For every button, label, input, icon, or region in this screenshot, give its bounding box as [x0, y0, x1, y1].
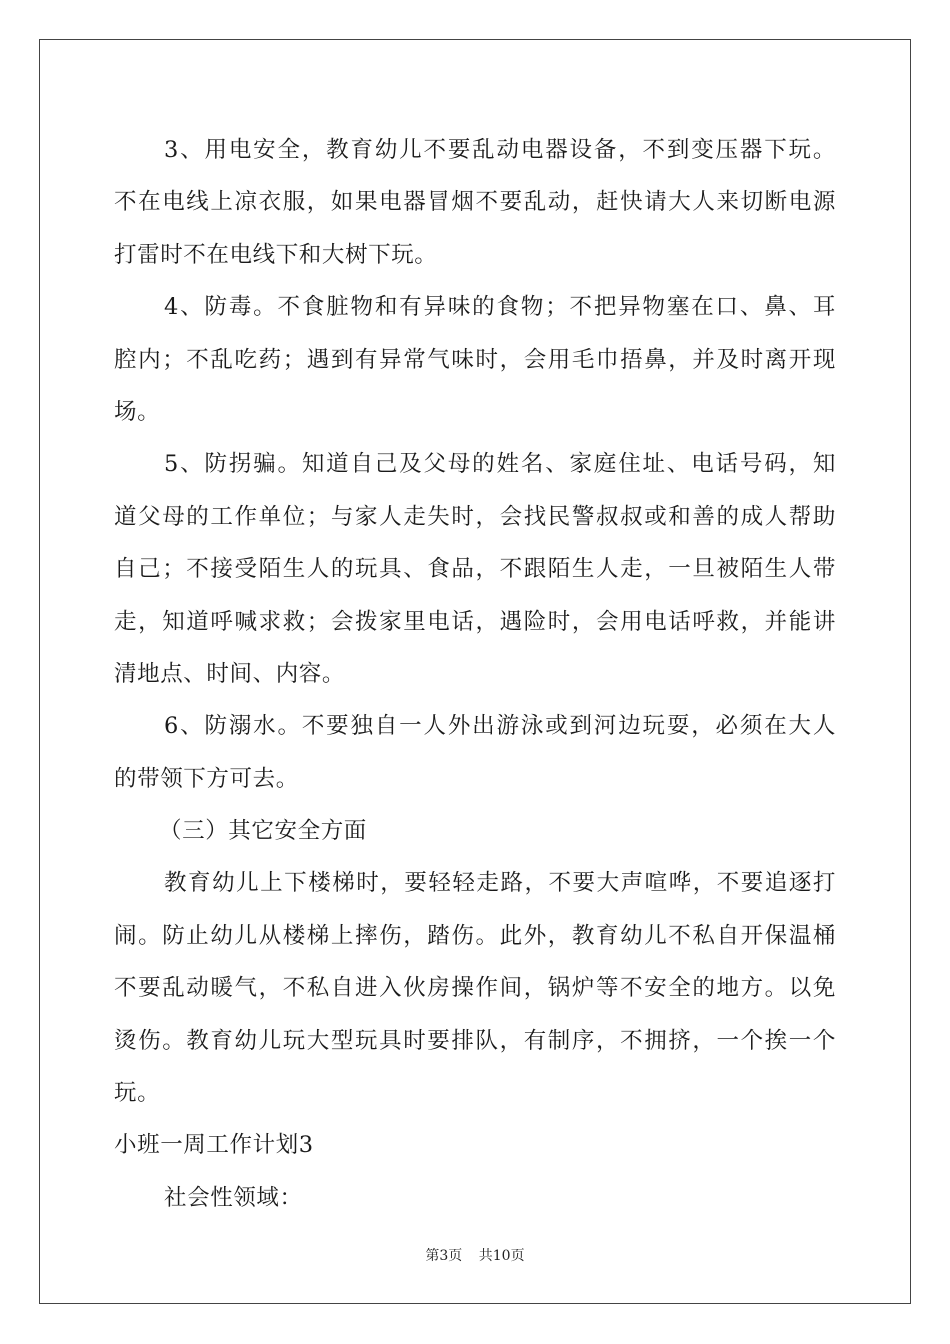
- paragraph-line: 的带领下方可去。: [114, 765, 299, 792]
- paragraph-line: 不要乱动暖气，不私自进入伙房操作间，锅炉等不安全的地方。以免: [114, 975, 836, 1002]
- paragraph-line: 场。: [114, 398, 161, 425]
- paragraph-line: 教育幼儿上下楼梯时，要轻轻走路，不要大声喧哗，不要追逐打: [164, 870, 836, 897]
- page-footer: [0, 1245, 950, 1265]
- document-body: [114, 124, 836, 1224]
- section-heading: （三）其它安全方面: [159, 818, 367, 845]
- paragraph-line: 4、防毒。不食脏物和有异味的食物；不把异物塞在口、鼻、耳: [164, 294, 836, 321]
- paragraph-line: 烫伤。教育幼儿玩大型玩具时要排队，有制序，不拥挤，一个挨一个: [114, 1027, 836, 1054]
- paragraph-line: 腔内；不乱吃药；遇到有异常气味时，会用毛巾捂鼻，并及时离开现: [114, 346, 836, 373]
- paragraph-line: 不在电线上凉衣服，如果电器冒烟不要乱动，赶快请大人来切断电源: [114, 189, 836, 216]
- paragraph-line: 3、用电安全，教育幼儿不要乱动电器设备，不到变压器下玩。: [164, 137, 836, 163]
- paragraph-line: 道父母的工作单位；与家人走失时，会找民警叔叔或和善的成人帮助: [114, 503, 836, 530]
- page-number: 第3页: [425, 1248, 463, 1264]
- paragraph-line: 5、防拐骗。知道自己及父母的姓名、家庭住址、电话号码，知: [164, 451, 836, 478]
- paragraph-line: 走，知道呼喊求救；会拨家里电话，遇险时，会用电话呼救，并能讲: [114, 608, 836, 635]
- paragraph-line: 闹。防止幼儿从楼梯上摔伤，踏伤。此外，教育幼儿不私自开保温桶: [114, 922, 836, 949]
- subheading: 社会性领域：: [164, 1184, 303, 1211]
- document-title: 小班一周工作计划3: [114, 1132, 314, 1159]
- paragraph-line: 玩。: [114, 1080, 161, 1107]
- page-total: 共10页: [478, 1248, 525, 1264]
- paragraph-line: 自己；不接受陌生人的玩具、食品，不跟陌生人走，一旦被陌生人带: [114, 556, 836, 583]
- paragraph-line: 6、防溺水。不要独自一人外出游泳或到河边玩耍，必须在大人: [164, 713, 836, 740]
- paragraph-line: 清地点、时间、内容。: [114, 660, 346, 687]
- paragraph-line: 打雷时不在电线下和大树下玩。: [114, 241, 438, 268]
